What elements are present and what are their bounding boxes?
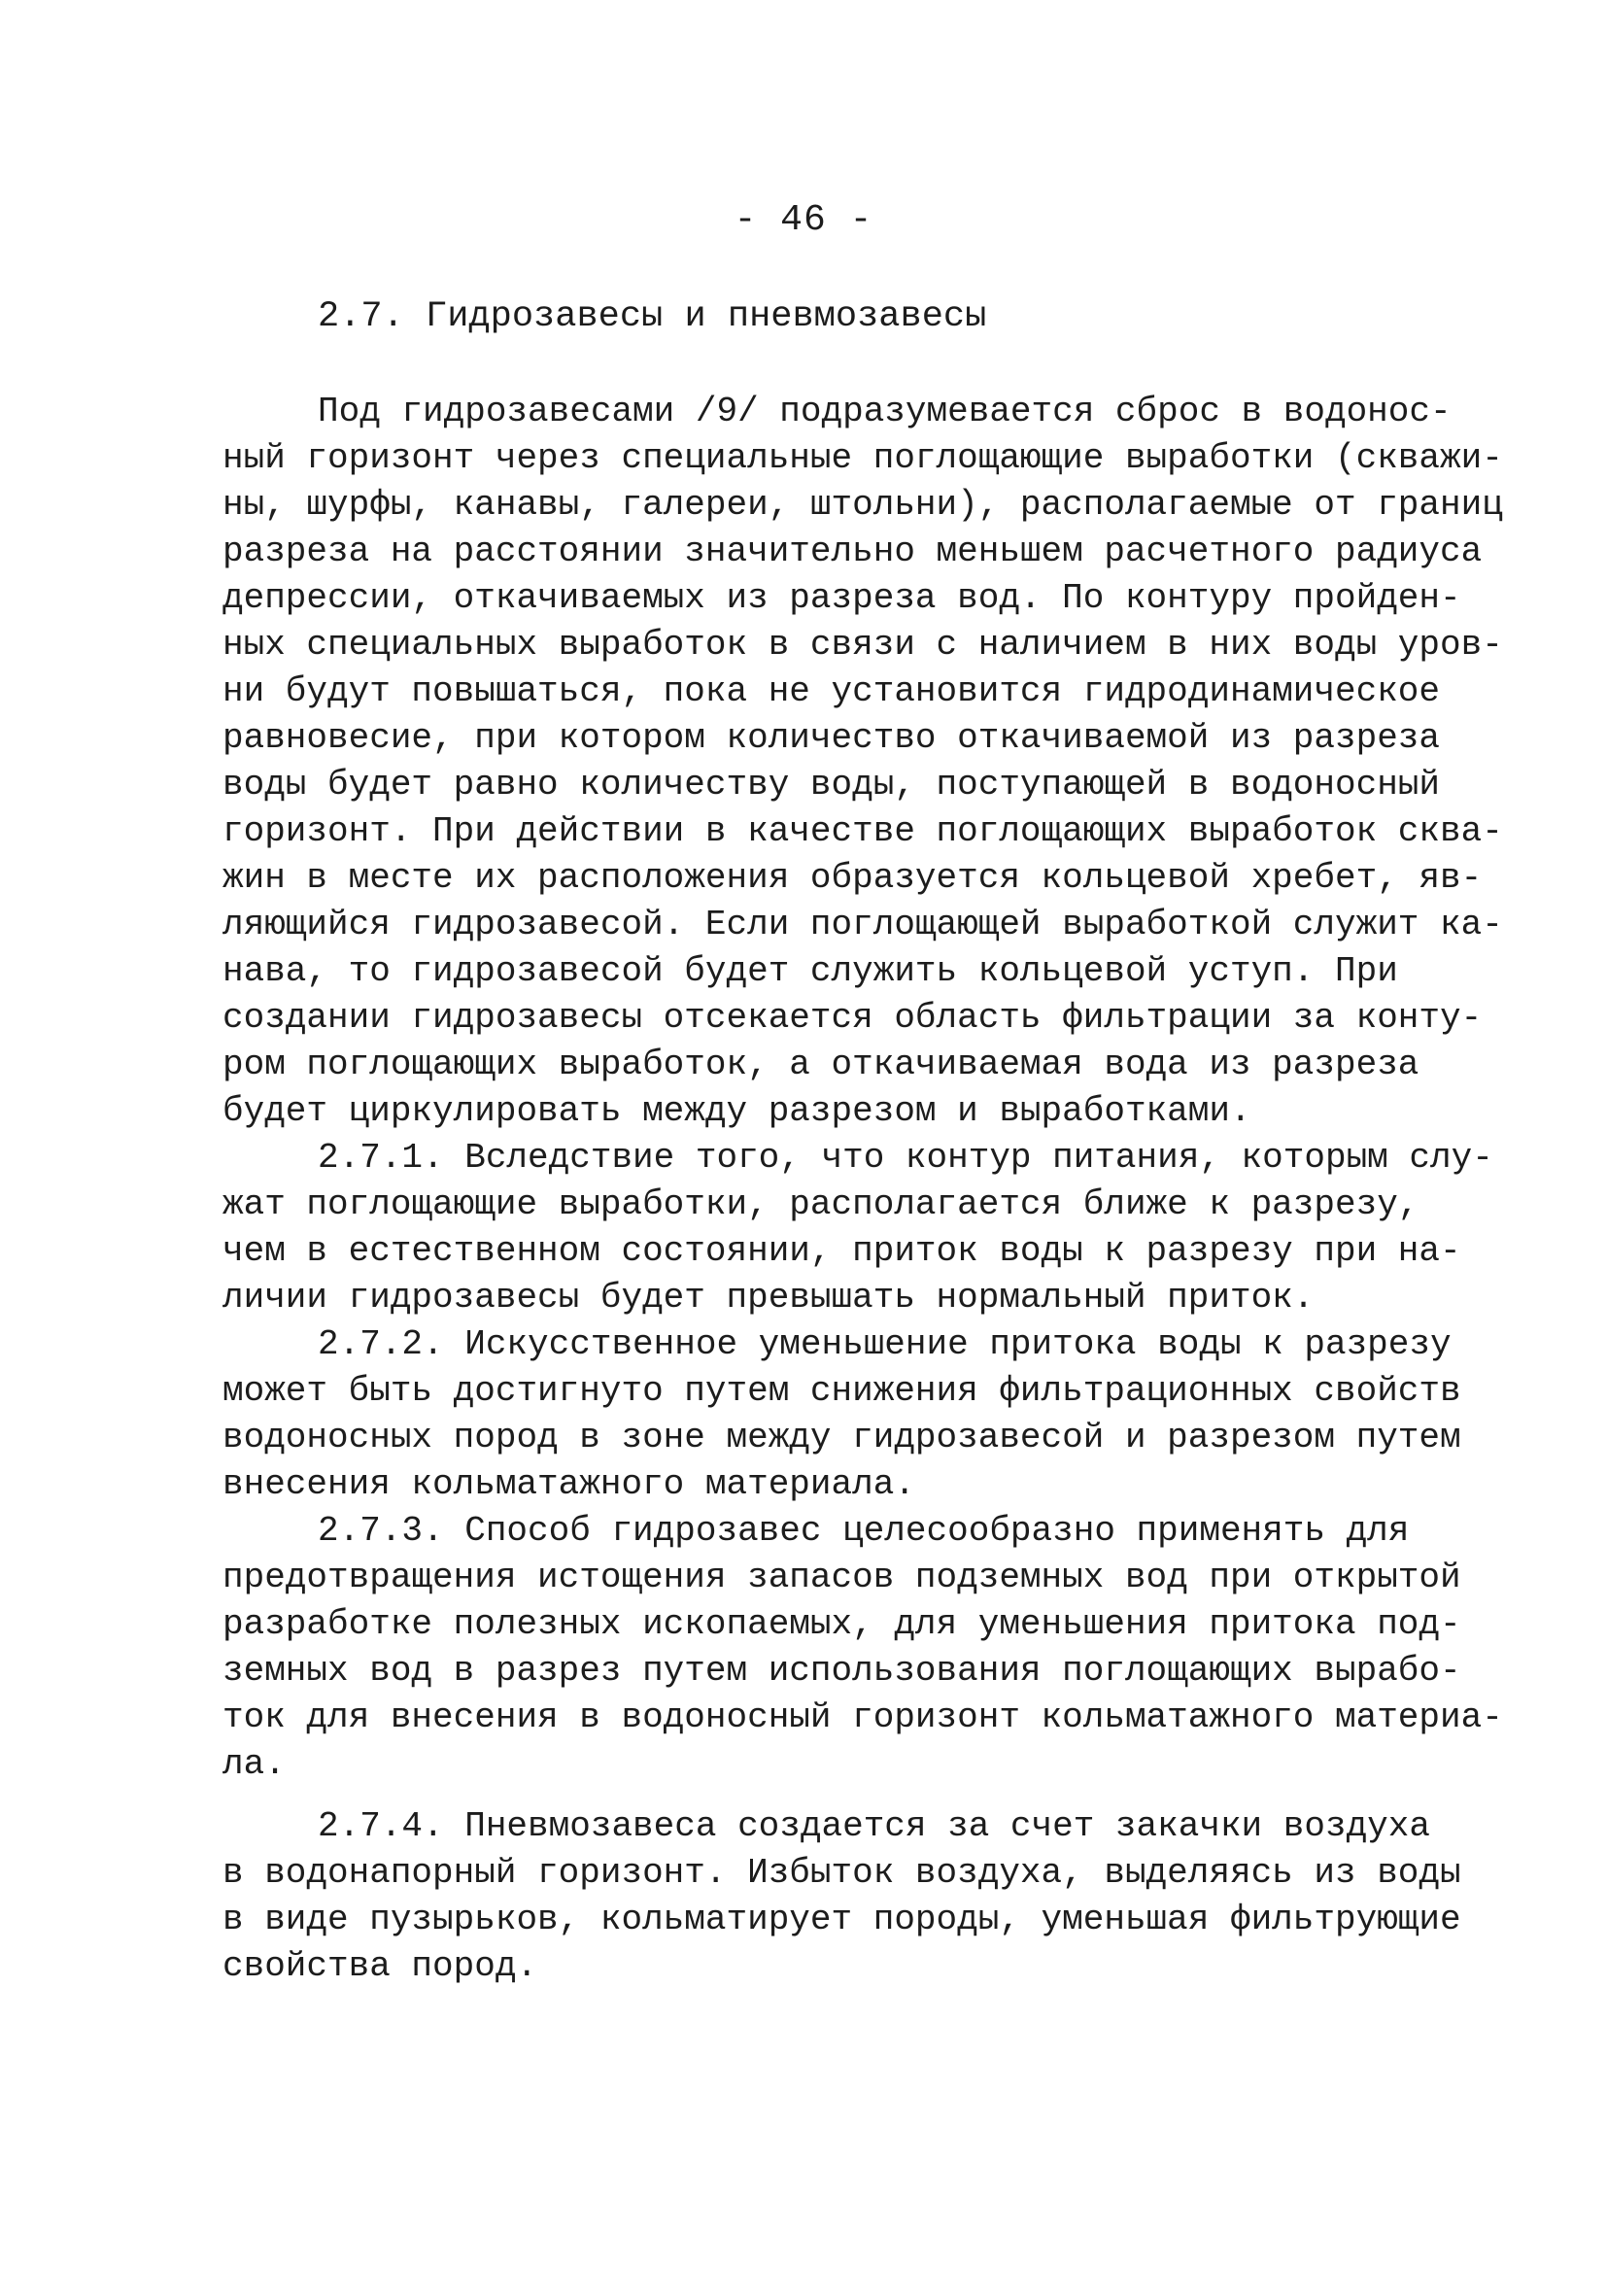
text-line: разреза на расстоянии значительно меньшем расчетного радиуса: [222, 531, 1483, 571]
text-line: ром поглощающих выработок, а откачиваемая вода из разреза: [222, 1045, 1419, 1084]
text-line: водоносных пород в зоне между гидрозавесой и разрезом путем: [222, 1418, 1461, 1457]
text-line: разработке полезных ископаемых, для уменьшения притока под-: [222, 1604, 1461, 1644]
text-line: жин в месте их расположения образуется кольцевой хребет, яв-: [222, 858, 1483, 898]
text-line: чем в естественном состоянии, приток воды к разрезу при на-: [222, 1231, 1461, 1271]
text-line: свойства пород.: [222, 1946, 538, 1986]
section-title: 2.7. Гидрозавесы и пневмозавесы: [318, 296, 987, 337]
text-line: воды будет равно количеству воды, поступающей в водоносный: [222, 765, 1441, 805]
text-line: ных специальных выработок в связи с наличием в них воды уров-: [222, 625, 1503, 665]
text-line: внесения кольматажного материала.: [222, 1464, 915, 1504]
text-line: депрессии, откачиваемых из разреза вод. По контуру пройден-: [222, 578, 1461, 618]
text-line: создании гидрозавесы отсекается область фильтрации за конту-: [222, 998, 1483, 1038]
text-line: ток для внесения в водоносный горизонт кольматажного материа-: [222, 1697, 1503, 1737]
text-line: горизонт. При действии в качестве поглощающих выработок сква-: [222, 811, 1503, 851]
text-line: 2.7.2. Искусственное уменьшение притока воды к разрезу: [318, 1324, 1452, 1364]
text-line: предотвращения истощения запасов подземных вод при открытой: [222, 1558, 1461, 1597]
text-line: ни будут повышаться, пока не установится гидродинамическое: [222, 671, 1441, 711]
text-line: в водонапорный горизонт. Избыток воздуха, выделяясь из воды: [222, 1853, 1461, 1893]
text-line: ный горизонт через специальные поглощающие выработки (скважи-: [222, 438, 1503, 478]
text-line: земных вод в разрез путем использования поглощающих вырабо-: [222, 1651, 1461, 1691]
text-line: ла.: [222, 1744, 286, 1784]
text-line: личии гидрозавесы будет превышать нормальный приток.: [222, 1278, 1315, 1318]
text-line: 2.7.3. Способ гидрозавес целесообразно применять для: [318, 1511, 1410, 1551]
text-line: будет циркулировать между разрезом и выработками.: [222, 1091, 1251, 1131]
text-line: может быть достигнуто путем снижения фильтрационных свойств: [222, 1371, 1461, 1411]
text-line: ляющийся гидрозавесой. Если поглощающей выработкой служит ка-: [222, 905, 1503, 944]
page-number: - 46 -: [734, 199, 873, 241]
text-line: ны, шурфы, канавы, галереи, штольни), располагаемые от границ: [222, 485, 1503, 525]
text-line: 2.7.1. Вследствие того, что контур питания, которым слу-: [318, 1138, 1493, 1178]
text-line: Под гидрозавесами /9/ подразумевается сброс в водонос-: [318, 392, 1452, 431]
text-line: нава, то гидрозавесой будет служить кольцевой уступ. При: [222, 951, 1398, 991]
text-line: равновесие, при котором количество откачиваемой из разреза: [222, 718, 1441, 758]
text-line: в виде пузырьков, кольматирует породы, уменьшая фильтрующие: [222, 1900, 1461, 1939]
text-line: 2.7.4. Пневмозавеса создается за счет закачки воздуха: [318, 1806, 1430, 1846]
text-line: жат поглощающие выработки, располагается ближе к разрезу,: [222, 1184, 1419, 1224]
